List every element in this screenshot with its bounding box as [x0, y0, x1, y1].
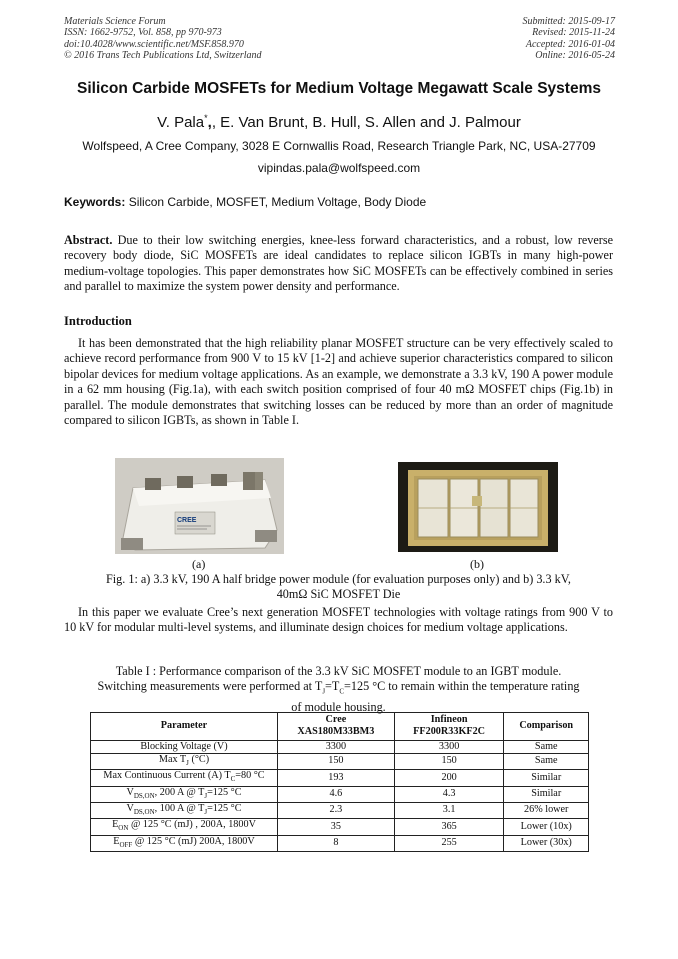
date-submitted: Submitted: 2015-09-17: [522, 16, 615, 27]
row-cree-value: 193: [278, 770, 395, 786]
table-row: [91, 835, 589, 851]
intro-paragraph-1: It has been demonstrated that the high reliability planar MOSFET structure can be very effectively scaled to achieve record performance from 900 V to 15 kV [1-2] and achieve superior characteristics compared to silicon bipolar devices for medium voltage applications. As an example, we demonstrate a 3.3 kV, 190 A power module in a 62 mm housing (Fig.1a), with each switch position comprised of four 40 mΩ MOSFET chips (Fig.1b) in parallel. The module demonstrates that switching losses can be reduced by more than an order of magnitude compared to silicon IGBTs, as shown in Table I.: [64, 336, 613, 428]
first-author: V. Pala: [157, 114, 205, 131]
sic-die-illustration: [398, 462, 558, 552]
abstract-label: Abstract.: [64, 233, 113, 247]
row-comparison: 26% lower: [504, 802, 589, 818]
power-module-illustration: [115, 458, 284, 554]
row-cree-value: 4.6: [278, 786, 395, 802]
table-caption-line-2: Switching measurements were performed at $T_J=T_C=125$ °C to remain within the temperature rating: [97, 679, 580, 696]
row-parameter: $E_{ON}$ @ 125 °C (mJ) , 200A, 1800V: [91, 819, 278, 835]
performance-comparison-table: [90, 712, 589, 852]
figure-label-a: (a): [192, 557, 206, 571]
row-comparison: Similar: [504, 770, 589, 786]
table-row: [91, 786, 589, 802]
row-parameter: Max $T_J$ (°C): [91, 753, 278, 769]
other-authors: , E. Van Brunt, B. Hull, S. Allen and J. Palmour: [211, 114, 521, 131]
row-infineon-value: 200: [394, 770, 504, 786]
journal-copyright: © 2016 Trans Tech Publications Ltd, Switzerland: [64, 50, 262, 62]
row-cree-value: 3300: [278, 740, 395, 753]
table-caption-line-1: Table I : Performance comparison of the 3.3 kV SiC MOSFET module to an IGBT module.: [115, 664, 562, 678]
figure-power-module-photo: [115, 458, 284, 554]
table-row: [91, 819, 589, 835]
corresponding-mark: *: [204, 113, 208, 123]
figure-caption-line-2: 40mΩ SiC MOSFET Die: [276, 587, 401, 602]
affiliation: Wolfspeed, A Cree Company, 3028 E Cornwallis Road, Research Triangle Park, NC, USA-27709: [82, 139, 596, 153]
table-header-row: [91, 713, 589, 741]
submission-dates: [523, 16, 616, 62]
header-comparison: Comparison: [504, 713, 589, 741]
row-infineon-value: 365: [394, 819, 504, 835]
journal-header: [64, 16, 262, 62]
row-cree-value: 150: [278, 753, 395, 769]
keywords: [64, 195, 426, 209]
journal-issn: ISSN: 1662-9752, Vol. 858, pp 970-973: [64, 27, 222, 39]
row-parameter: Blocking Voltage (V): [91, 740, 278, 753]
row-comparison: Similar: [504, 786, 589, 802]
paper-title: Silicon Carbide MOSFETs for Medium Voltage Megawatt Scale Systems: [77, 80, 601, 97]
module-brand-label: CREE: [177, 517, 197, 524]
row-comparison: Same: [504, 740, 589, 753]
row-comparison: Same: [504, 753, 589, 769]
header-cree: Cree XAS180M33BM3: [278, 713, 395, 741]
keywords-text: Silicon Carbide, MOSFET, Medium Voltage, Body Diode: [125, 195, 427, 209]
row-parameter: $E_{OFF}$ @ 125 °C (mJ) 200A, 1800V: [91, 835, 278, 851]
table-row: [91, 802, 589, 818]
table-row: [91, 753, 589, 769]
journal-doi: doi:10.4028/www.scientific.net/MSF.858.970: [64, 38, 244, 50]
figure-caption-line-1: Fig. 1: a) 3.3 kV, 190 A half bridge power module (for evaluation purposes only) and b) 3.3 kV,: [106, 572, 571, 586]
row-comparison: Lower (10x): [504, 819, 589, 835]
journal-name: Materials Science Forum: [64, 16, 166, 27]
row-cree-value: 8: [278, 835, 395, 851]
author-list: V. Pala*,, E. Van Brunt, B. Hull, S. Allen and J. Palmour: [157, 113, 521, 131]
header-infineon: Infineon FF200R33KF2C: [394, 713, 504, 741]
header-parameter: Parameter: [91, 713, 278, 741]
table-caption-line-3: of module housing.: [291, 700, 386, 715]
row-parameter: Max Continuous Current (A) $T_C=80$ °C: [91, 770, 278, 786]
author-email[interactable]: vipindas.pala@wolfspeed.com: [257, 161, 421, 175]
row-infineon-value: 4.3: [394, 786, 504, 802]
table-row: [91, 740, 589, 753]
figure-label-b: (b): [470, 557, 484, 571]
date-accepted: Accepted: 2016-01-04: [525, 38, 615, 50]
row-comparison: Lower (30x): [504, 835, 589, 851]
date-online: Online: 2016-05-24: [535, 50, 615, 62]
row-infineon-value: 3300: [394, 740, 504, 753]
row-infineon-value: 3.1: [394, 802, 504, 818]
table-row: [91, 770, 589, 786]
section-heading-introduction: Introduction: [64, 314, 132, 328]
row-infineon-value: 150: [394, 753, 504, 769]
row-cree-value: 2.3: [278, 802, 395, 818]
figure-sic-die-photo: [398, 462, 558, 552]
abstract-text: Due to their low switching energies, knee-less forward characteristics, and a robust, low reverse recovery body diode, SiC MOSFETs are ideal candidates to replace silicon IGBTs in many high-power medium-voltage topologies. This paper demonstrates how SiC MOSFETs can be effectively combined in series and parallel to maximize the system power density and performance.: [64, 233, 613, 294]
table-1-caption: [64, 664, 613, 716]
row-parameter: $V_{DS,ON}$, 200 A @ $T_J=125$ °C: [91, 786, 278, 802]
row-cree-value: 35: [278, 819, 395, 835]
date-revised: Revised: 2015-11-24: [532, 27, 615, 39]
row-infineon-value: 255: [394, 835, 504, 851]
abstract: [64, 233, 613, 295]
intro-paragraph-2: In this paper we evaluate Cree’s next generation MOSFET technologies with voltage ratings from 900 V to 10 kV for modular multi-level systems, and illuminate design choices for medium voltage applications.: [64, 605, 613, 635]
row-parameter: $V_{DS,ON}$, 100 A @ $T_J=125$ °C: [91, 802, 278, 818]
figure-1-caption: [64, 572, 613, 603]
keywords-label: Keywords:: [64, 195, 126, 209]
